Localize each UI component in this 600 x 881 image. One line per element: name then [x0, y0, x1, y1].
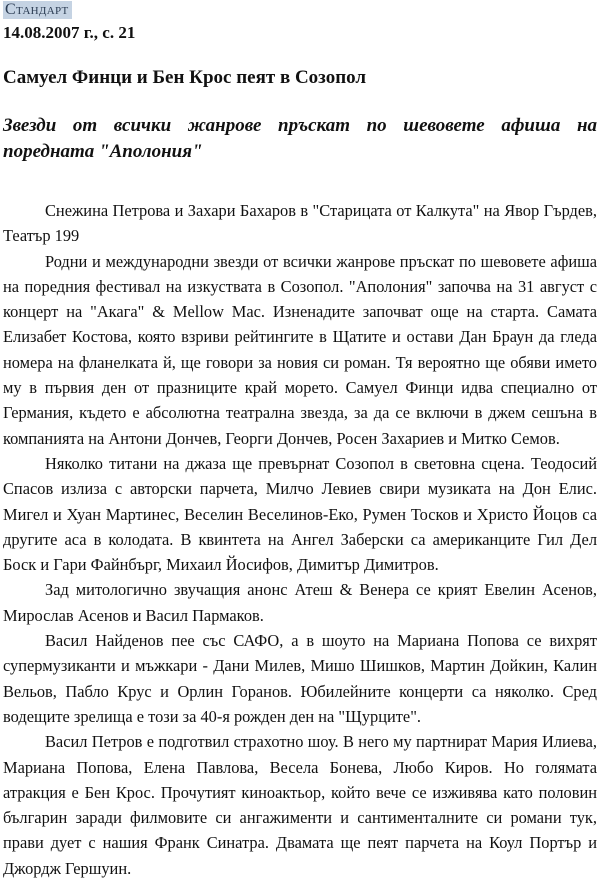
article-subheadline: Звезди от всички жанрове пръскат по шевовете афиша на поредната "Аполония" — [3, 115, 597, 162]
paragraph: Васил Найденов пее със САФО, а в шоуто на Мариана Попова се вихрят супермузиканти и мъжкари - Дани Милев, Мишо Шишков, Мартин Дойкин, Калин Вельов, Пабло Крус и Орлин Горанов. Юбилейните концерти са няколко. Сред водещите зрелища е този за 40-я рожден ден на "Щурците". — [3, 631, 597, 726]
paragraph: Родни и международни звезди от всички жанрове пръскат по шевовете афиша на поредния фестивал на изкуствата в Созопол. "Аполония" започва на 31 август с концерт на "Акага" & Mellow Mac. Изненадите започват още на старта. Самата Елизабет Костова, която взриви рейтингите в Щатите и остави Дан Браун да гледа номера на фланелката й, ще говори за новия си роман. Тя вероятно ще обяви името му в първия ден от празниците край морето. Самуел Финци идва специално от Германия, където е абсолютна театрална звезда, за да се включи в джем сешъна в компанията на Антони Дончев, Георги Дончев, Росен Захариев и Митко Семов. — [3, 251, 597, 448]
source-label: Стандарт — [3, 1, 72, 19]
article-headline: Самуел Финци и Бен Крос пеят в Созопол — [3, 67, 367, 88]
paragraph: Няколко титани на джаза ще превърнат Созопол в световна сцена. Теодосий Спасов излиза с авторски парчета, Милчо Левиев свири музиката на Дон Елис. Мигел и Хуан Мартинес, Веселин Веселинов-Еко, Румен Тосков и Христо Йоцов са другите аса в колодата. В квинтета на Ангел Заберски са американците Гил Дел Боск и Гари Файнбърг, Михаил Йосифов, Димитър Димитров. — [3, 453, 597, 575]
dateline: 14.08.2007 г., с. 21 — [3, 23, 136, 42]
article-body — [3, 198, 597, 881]
paragraph: Зад митологично звучащия анонс Атеш & Венера се крият Евелин Асенов, Мирослав Асенов и Васил Пармаков. — [3, 580, 597, 625]
paragraph: Васил Петров е подготвил страхотно шоу. В него му партнират Мария Илиева, Мариана Попова, Елена Павлова, Весела Бонева, Любо Киров. Но голямата атракция е Бен Крос. Прочутият киноактьор, който вече се изживява като половин българин заради филмовите си ангажименти и сантименталните си романи тук, прави дует с нашия Франк Синатра. Двамата ще пеят парчета на Коул Портър и Джордж Гершуин. — [3, 732, 597, 878]
photo-caption: Снежина Петрова и Захари Бахаров в "Старицата от Калкута" на Явор Гърдев, Театър 199 — [3, 201, 597, 246]
